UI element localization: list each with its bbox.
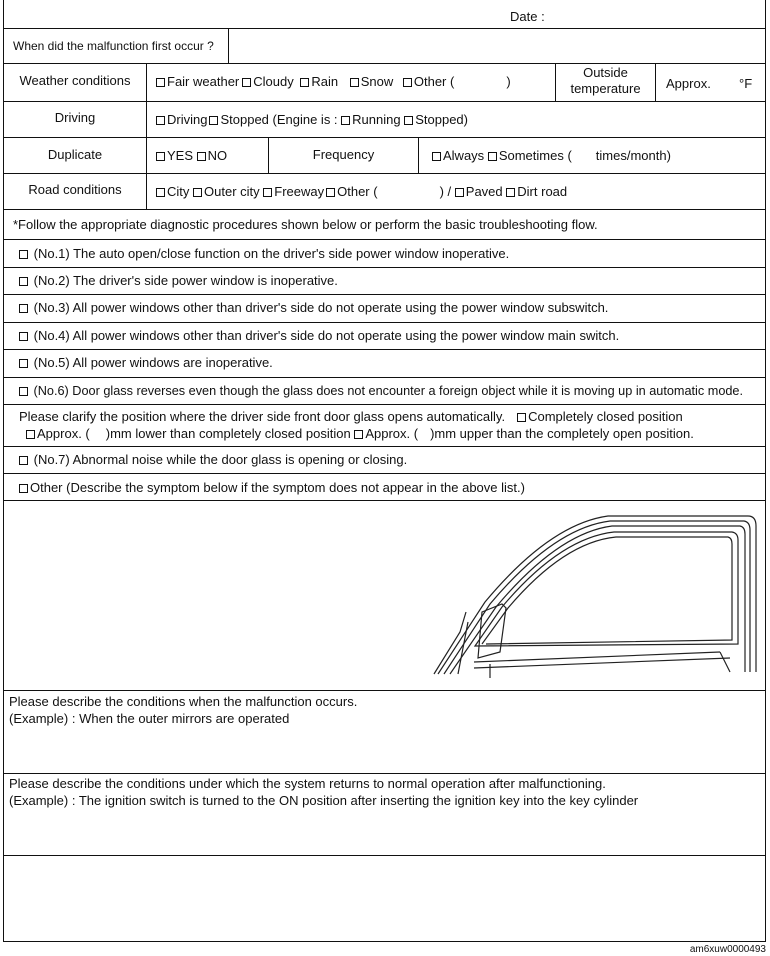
checkbox-dirt[interactable] — [506, 188, 515, 197]
clarify-line2: Approx. ( )mm lower than completely closed position Approx. ( )mm upper than the completely open position. — [26, 426, 694, 442]
checkbox-stopped-engine[interactable] — [404, 116, 413, 125]
checkbox-completely-closed[interactable] — [517, 413, 526, 422]
checkbox-lower[interactable] — [26, 430, 35, 439]
item-no4: (No.4) All power windows other than driver's side do not operate using the power window main switch. — [19, 328, 619, 344]
checkbox-no[interactable] — [197, 152, 206, 161]
checkbox-always[interactable] — [432, 152, 441, 161]
checkbox-upper[interactable] — [354, 430, 363, 439]
instruction-text: *Follow the appropriate diagnostic procedures shown below or perform the basic troubleshooting flow. — [13, 217, 598, 232]
outside-temp-label: Outside temperature — [570, 65, 641, 96]
checkbox-running[interactable] — [341, 116, 350, 125]
checkbox-city[interactable] — [156, 188, 165, 197]
road-label: Road conditions — [28, 182, 122, 197]
checkbox-fair[interactable] — [156, 78, 165, 87]
first-occur-field[interactable] — [230, 30, 764, 62]
first-occur-label: When did the malfunction first occur ? — [13, 39, 214, 53]
driving-options: Driving Stopped (Engine is : Running Stopped) — [156, 112, 468, 128]
road-options: City Outer city Freeway Other ( ) / Paved Dirt road — [156, 184, 567, 200]
item-no2: (No.2) The driver's side power window is inoperative. — [19, 273, 338, 289]
checkbox-stopped[interactable] — [209, 116, 218, 125]
checkbox-other-symptom[interactable] — [19, 484, 28, 493]
item-no7: (No.7) Abnormal noise while the door glass is opening or closing. — [19, 452, 407, 468]
conditions-occur-example: (Example) : When the outer mirrors are operated — [9, 711, 290, 726]
checkbox-no1[interactable] — [19, 250, 28, 259]
checkbox-paved[interactable] — [455, 188, 464, 197]
duplicate-label: Duplicate — [47, 147, 103, 162]
door-window-illustration — [430, 512, 760, 680]
conditions-occur-line1: Please describe the conditions when the malfunction occurs. — [9, 694, 358, 709]
duplicate-options: YES NO — [156, 148, 227, 164]
document-code: am6xuw0000493 — [689, 944, 766, 955]
checkbox-freeway[interactable] — [263, 188, 272, 197]
checkbox-no5[interactable] — [19, 359, 28, 368]
item-other: Other (Describe the symptom below if the symptom does not appear in the above list.) — [19, 480, 525, 496]
checkbox-cloudy[interactable] — [242, 78, 251, 87]
weather-options: Fair weather Cloudy Rain Snow Other ( ) — [156, 74, 511, 90]
temp-unit: °F — [739, 76, 753, 91]
checkbox-no7[interactable] — [19, 456, 28, 465]
checkbox-snow[interactable] — [350, 78, 359, 87]
driving-label: Driving — [54, 110, 96, 125]
weather-label: Weather conditions — [19, 73, 131, 88]
checkbox-outer-city[interactable] — [193, 188, 202, 197]
checkbox-no3[interactable] — [19, 304, 28, 313]
checkbox-other-road[interactable] — [326, 188, 335, 197]
item-no3: (No.3) All power windows other than driver's side do not operate using the power window subswitch. — [19, 300, 608, 316]
item-no5: (No.5) All power windows are inoperative. — [19, 355, 273, 371]
frequency-label: Frequency — [312, 147, 375, 162]
checkbox-sometimes[interactable] — [488, 152, 497, 161]
item-no6: (No.6) Door glass reverses even though the glass does not encounter a foreign object while it is moving up in automatic mode. — [19, 383, 743, 399]
checkbox-no6[interactable] — [19, 387, 28, 396]
checkbox-no2[interactable] — [19, 277, 28, 286]
clarify-line1: Please clarify the position where the driver side front door glass opens automatically. Completely closed position — [19, 409, 683, 424]
conditions-normal-line1: Please describe the conditions under which the system returns to normal operation after malfunctioning. — [9, 776, 606, 791]
approx-label: Approx. — [666, 76, 711, 91]
checkbox-yes[interactable] — [156, 152, 165, 161]
frequency-options: Always Sometimes ( times/month) — [432, 148, 671, 164]
checkbox-driving[interactable] — [156, 116, 165, 125]
conditions-normal-example: (Example) : The ignition switch is turned to the ON position after inserting the ignition key into the key cylinder — [9, 793, 639, 808]
blank-notes-area[interactable] — [3, 855, 766, 942]
item-no1: (No.1) The auto open/close function on the driver's side power window inoperative. — [19, 246, 509, 262]
checkbox-no4[interactable] — [19, 332, 28, 341]
checkbox-other-weather[interactable] — [403, 78, 412, 87]
checkbox-rain[interactable] — [300, 78, 309, 87]
date-label: Date : — [510, 9, 545, 24]
